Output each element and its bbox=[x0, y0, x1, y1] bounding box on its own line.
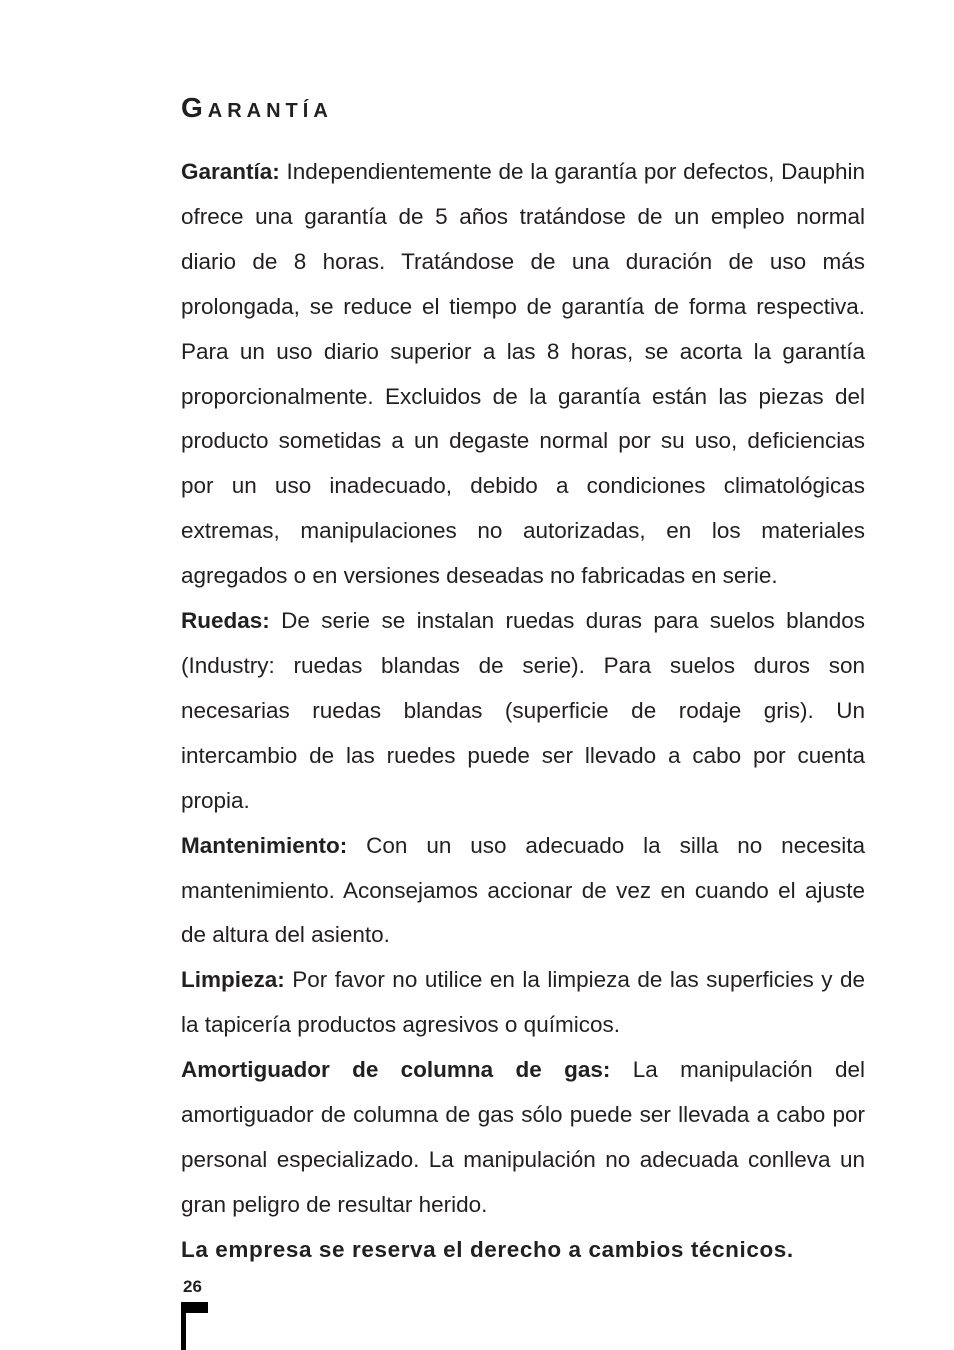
section-text: Por favor no utilice en la limpieza de las superficies y de la tapicería productos agresivos o químicos. bbox=[181, 967, 865, 1038]
section-ruedas bbox=[181, 599, 865, 824]
document-body bbox=[181, 150, 865, 1273]
corner-bracket-icon bbox=[181, 1302, 208, 1350]
section-text: De serie se instalan ruedas duras para suelos blandos (Industry: ruedas blandas de serie). Para suelos duros son necesarias ruedas blandas (superficie de rodaje gris). Un intercambio de las ruedes puede ser llevado a cabo por cuenta propia. bbox=[181, 608, 865, 813]
section-label: Garantía: bbox=[181, 159, 280, 184]
section-label: Ruedas: bbox=[181, 608, 270, 634]
section-text: Independientemente de la garantía por defectos, Dauphin ofrece una garantía de 5 años tratándose de un empleo normal diario de 8 horas. Tratándose de una duración de uso más prolongada, se reduce el tiempo de garantía de forma respectiva. Para un uso diario superior a las 8 horas, se acorta la garantía proporcionalmente. Excluidos de la garantía están las piezas del producto sometidas a un degaste normal por su uso, deficiencias por un uso inadecuado, debido a condiciones climatológicas extremas, manipulaciones no autorizadas, en los materiales agregados o en versiones deseadas no fabricadas en serie. bbox=[181, 159, 865, 589]
page-title: Garantía bbox=[181, 92, 333, 123]
section-limpieza bbox=[181, 958, 865, 1048]
section-garantia bbox=[181, 150, 865, 599]
section-label: Mantenimiento: bbox=[181, 832, 348, 858]
section-label: Amortiguador de columna de gas: bbox=[181, 1057, 611, 1083]
section-text: Con un uso adecuado la silla no necesita mantenimiento. Aconsejamos accionar de vez en cuando el ajuste de altura del asiento. bbox=[181, 832, 865, 948]
section-label: Limpieza: bbox=[181, 967, 285, 993]
section-text: La manipulación del amortiguador de columna de gas sólo puede ser llevada a cabo por personal especializado. La manipulación no adecuada conlleva un gran peligro de resultar herido. bbox=[181, 1057, 866, 1217]
page-number: 26 bbox=[183, 1277, 202, 1296]
section-mantenimiento bbox=[181, 824, 865, 959]
section-amortiguador bbox=[181, 1048, 865, 1228]
technical-changes-note: La empresa se reserva el derecho a cambios técnicos. bbox=[181, 1236, 794, 1262]
